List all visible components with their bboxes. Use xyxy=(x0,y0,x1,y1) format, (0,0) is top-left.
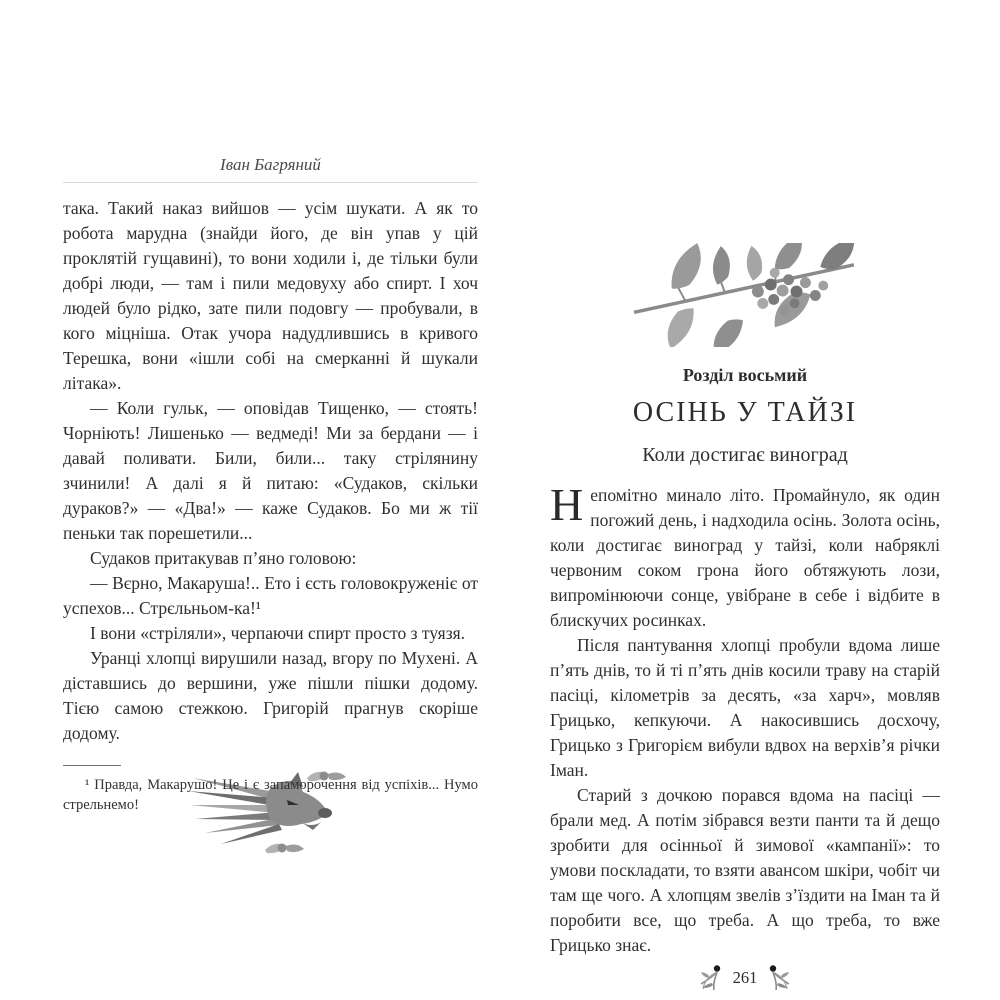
page-number-row xyxy=(550,964,940,991)
paragraph: така. Такий наказ вийшов — усім шукати. А як то робота марудна (знайди його, де він упав у цій проклятій гущавині), то вони ходили і, де тільки були добрі люди, — там і пили медовуху або спирт. І хоч людей було рідко, зате пили подовгу — пробували, в кого міцніша. Отак учора надудлившись в кривого Терешка, вони «ішли собі на смерканні й шукали літака». xyxy=(63,198,478,393)
chapter-subtitle: Коли достигає виноград xyxy=(642,444,848,466)
branch-with-berries-illustration xyxy=(550,243,940,347)
chapter-label: Розділ восьмий xyxy=(682,365,808,385)
page-ornament-right-icon xyxy=(764,964,790,991)
right-page-body xyxy=(550,479,940,958)
page-ornament-left-icon xyxy=(700,964,726,991)
paragraph: Уранці хлопці вирушили назад, вгору по Мухені. А діставшись до вершини, уже пішли пішки додому. Тією самою стежкою. Григорій прагнув скоріше додому. xyxy=(63,648,478,743)
footnote-text: ¹ Правда, Макарушо! Це і є запаморочення від успіхів... Нумо стрельнемо! xyxy=(63,777,478,813)
page-number: 261 xyxy=(732,967,758,987)
footnote-divider xyxy=(63,765,121,766)
paragraph: Судаков притакував п’яно головою: xyxy=(90,548,357,568)
paragraph: І вони «стріляли», черпаючи спирт просто з туязя. xyxy=(90,623,466,643)
paragraph xyxy=(550,479,940,633)
running-header: Іван Багряний xyxy=(63,155,478,183)
left-page xyxy=(63,155,478,862)
paragraph: Після пантування хлопці пробули вдома лише п’ять днів, то й ті п’ять днів косили траву на старій пасіці, кілометрів за десять, «за харч», мовляв Грицько, кепкуючи. А накосившись досхочу, Грицько з Григорієм вибули вдвох на верхів’я річки Іман. xyxy=(550,635,940,780)
paragraph-text: епомітно минало літо. Промайнуло, як один погожий день, і надходила осінь. Золота осінь, коли достигає виноград у тайзі, коли набряклі червоним соком грона його обтяжують лози, випромінюючи сонце, увібране в себе і відбите в блискучих росинках. xyxy=(550,485,940,630)
left-page-body xyxy=(63,196,478,746)
paragraph: Старий з дочкою порався вдома на пасіці — брали мед. А потім зібрався везти панти та й дещо зробити для осінньої й зимової «кампанії»: то умови поскладати, то взяти авансом шкіри, чобіт чи там ще чого. А хлопцям звелів з’їздити на Іман та й поробити все, що треба. А що треба, то вже Грицько знає. xyxy=(550,785,940,955)
branch-berries-icon xyxy=(625,243,865,347)
right-page xyxy=(550,243,940,991)
paragraph: — Коли гульк, — оповідав Тищенко, — стоять! Чорніють! Лишенько — ведмеді! Ми за бердани — і давай поливати. Били, били... таку стрілянину зчинили! А далі я й питаю: «Судаков, скільки дураков?» — «Два!» — каже Судаков. Бо ми ж тії пеньки так порешетили... xyxy=(63,398,478,543)
drop-cap: Н xyxy=(550,479,584,530)
chapter-title: ОСІНЬ У ТАЙЗІ xyxy=(632,397,858,428)
paragraph: — Вєрно, Макаруша!.. Ето і єсть головокруженіє от успехов... Стрєльньом-ка!¹ xyxy=(63,573,478,618)
footnote-area xyxy=(63,765,478,815)
